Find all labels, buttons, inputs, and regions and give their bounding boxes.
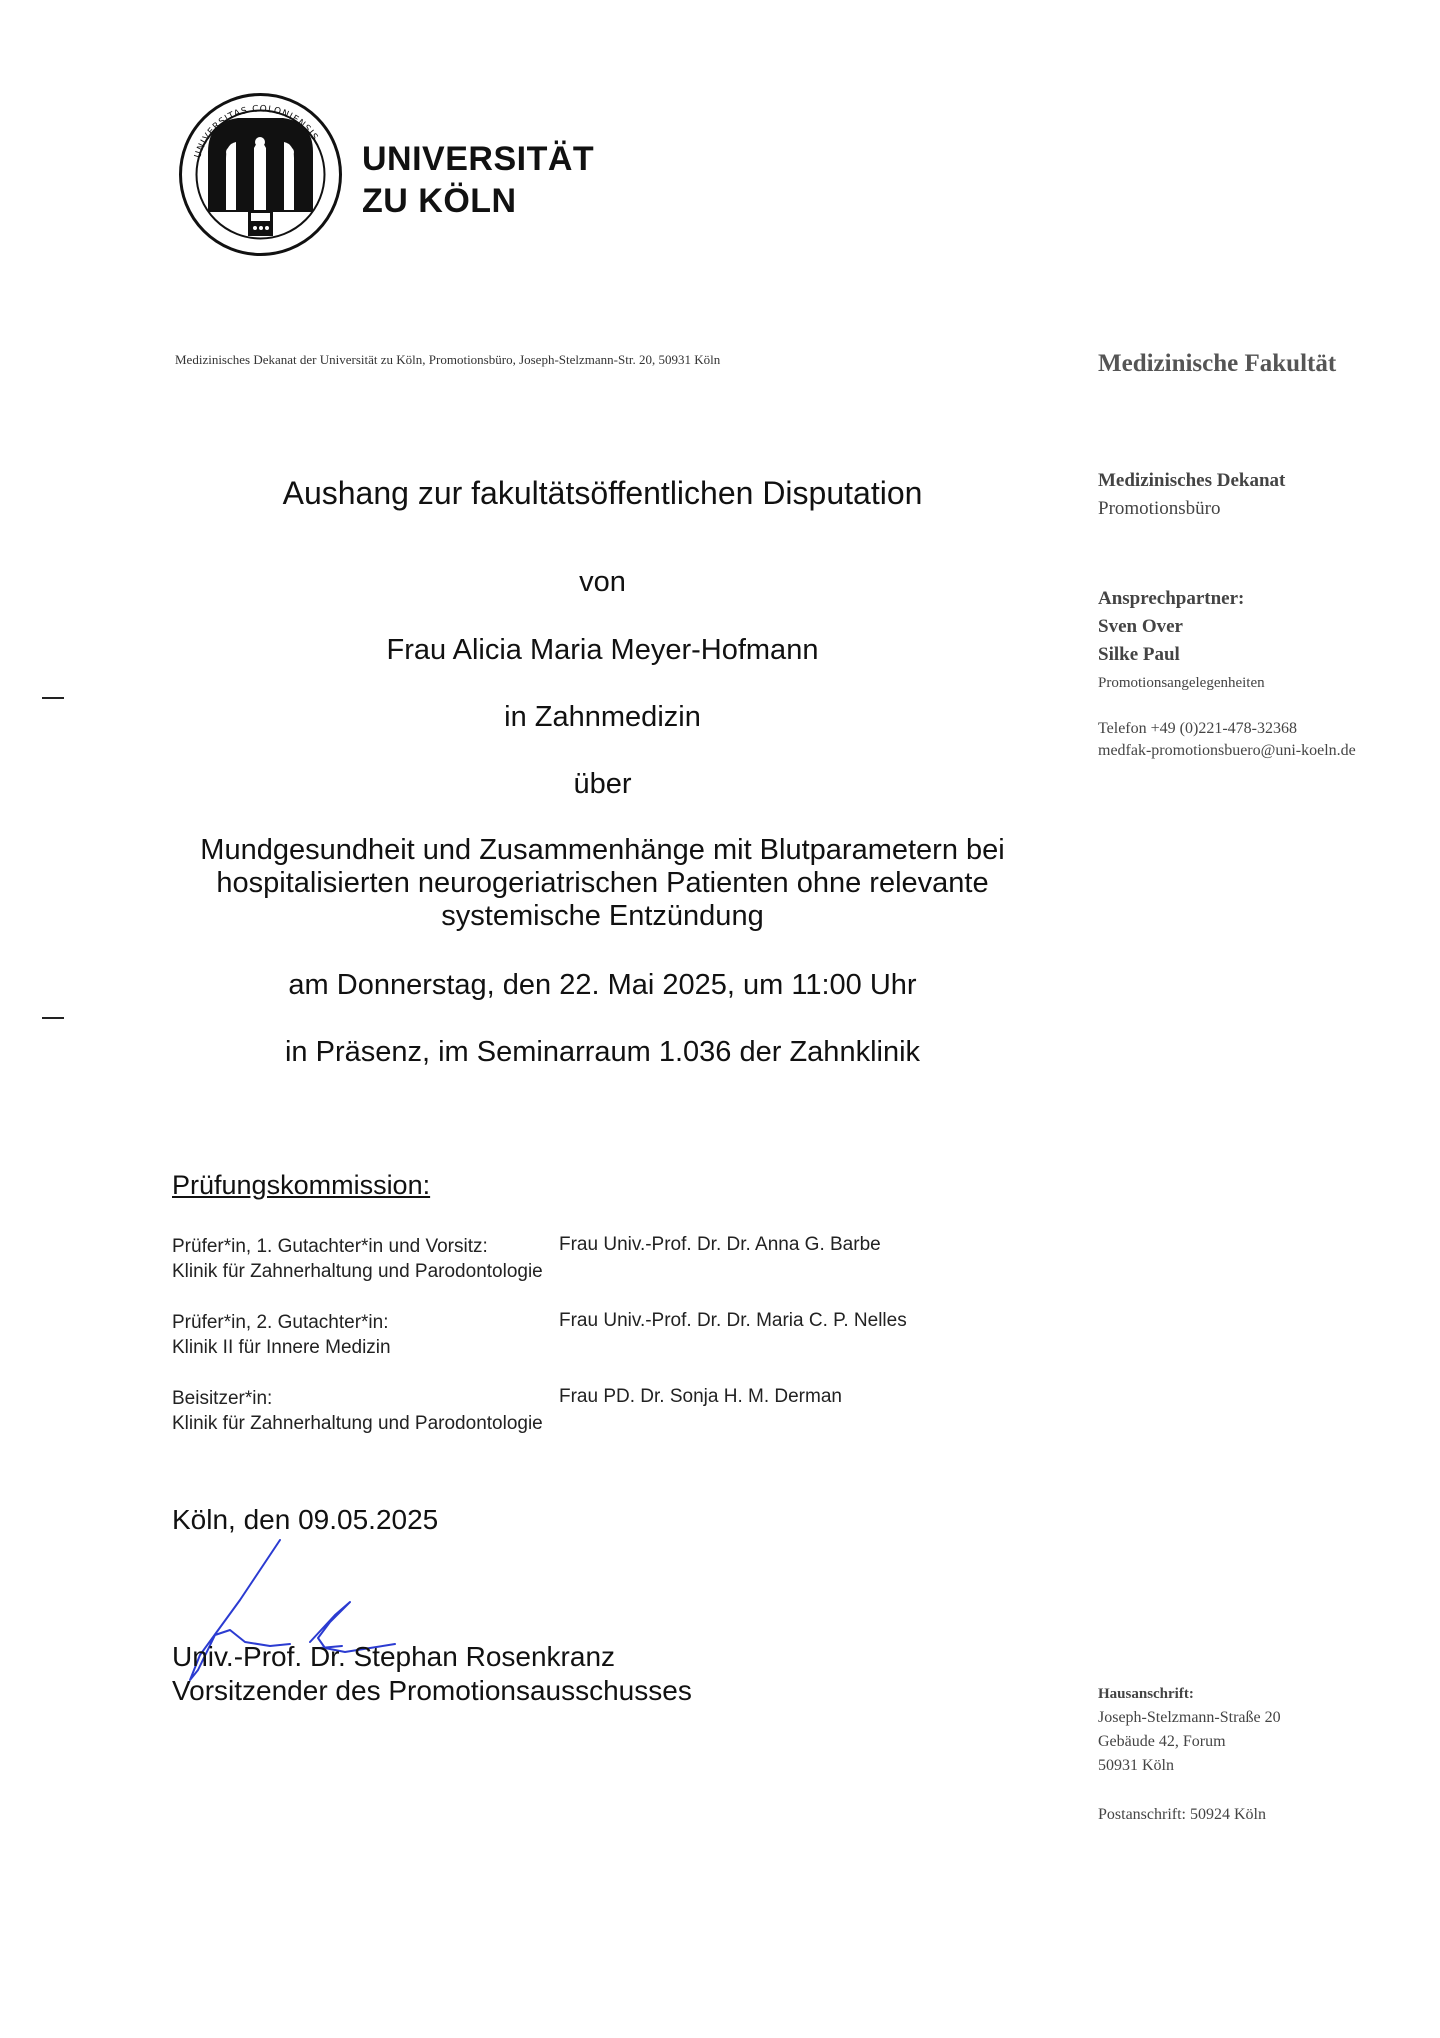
fold-mark-bottom — [42, 1017, 64, 1019]
thesis-title-line-3: systemische Entzündung — [441, 900, 764, 932]
committee-role: Beisitzer*in: — [172, 1388, 273, 1409]
announcement-ueber: über — [573, 768, 632, 800]
committee-clinic: Klinik II für Innere Medizin — [172, 1337, 391, 1358]
committee-member-name: Frau PD. Dr. Sonja H. M. Derman — [559, 1386, 842, 1407]
candidate-name: Frau Alicia Maria Meyer-Hofmann — [386, 634, 819, 666]
committee-role: Prüfer*in, 1. Gutachter*in und Vorsitz: — [172, 1236, 488, 1257]
committee-clinic: Klinik für Zahnerhaltung und Parodontologie — [172, 1261, 543, 1282]
sidebar-faculty: Medizinische Fakultät — [1098, 350, 1337, 377]
candidate-field: in Zahnmedizin — [504, 701, 701, 733]
sidebar-phone-email — [1098, 718, 1356, 762]
committee-title: Prüfungskommission: — [172, 1170, 431, 1200]
committee-member-2 — [172, 1310, 391, 1360]
thesis-title-line-1: Mundgesundheit und Zusammenhänge mit Blutparametern bei — [200, 834, 1005, 866]
committee-member-1 — [172, 1234, 543, 1284]
thesis-title-line-2: hospitalisierten neurogeriatrischen Patienten ohne relevante — [216, 867, 989, 899]
disputation-venue: in Präsenz, im Seminarraum 1.036 der Zahnklinik — [284, 1036, 921, 1068]
sidebar-postal: Postanschrift: 50924 Köln — [1098, 1806, 1266, 1823]
seal-text: UNIVERSITAS COLONIENSIS — [193, 104, 320, 160]
signer-name: Univ.-Prof. Dr. Stephan Rosenkranz — [172, 1641, 616, 1672]
sidebar-address-city: 50931 Köln — [1098, 1757, 1174, 1774]
sidebar-phone: Telefon +49 (0)221-478-32368 — [1098, 720, 1297, 737]
announcement-heading: Aushang zur fakultätsöffentlichen Disputation — [282, 475, 923, 511]
sidebar-dekanat-name: Medizinisches Dekanat — [1098, 470, 1286, 491]
sidebar-contact-role: Promotionsangelegenheiten — [1098, 675, 1265, 691]
committee-member-name: Frau Univ.-Prof. Dr. Dr. Anna G. Barbe — [559, 1234, 881, 1255]
university-seal-logo — [178, 92, 343, 257]
committee-member-name: Frau Univ.-Prof. Dr. Dr. Maria C. P. Nelles — [559, 1310, 907, 1331]
announcement-von: von — [579, 566, 626, 598]
committee-role: Prüfer*in, 2. Gutachter*in: — [172, 1312, 389, 1333]
sidebar-contact-label: Ansprechpartner: — [1098, 588, 1245, 609]
sidebar-address-label: Hausanschrift: — [1098, 1686, 1194, 1702]
fold-mark-top — [42, 697, 64, 699]
sidebar-contact-2: Silke Paul — [1098, 644, 1180, 665]
sidebar-email[interactable]: medfak-promotionsbuero@uni-koeln.de — [1098, 742, 1356, 759]
sidebar-office: Promotionsbüro — [1098, 498, 1221, 519]
committee-member-3 — [172, 1386, 543, 1436]
sender-address-line: Medizinisches Dekanat der Universität zu Köln, Promotionsbüro, Joseph-Stelzmann-Str. 20, 50931 Köln — [175, 352, 721, 367]
sidebar-address — [1098, 1682, 1281, 1778]
signer-title: Vorsitzender des Promotionsausschusses — [172, 1675, 692, 1706]
wordmark-line-1: UNIVERSITÄT — [362, 140, 595, 178]
place-and-date: Köln, den 09.05.2025 — [172, 1504, 439, 1535]
sidebar-contacts — [1098, 585, 1265, 697]
university-wordmark — [362, 138, 594, 222]
sidebar-dekanat — [1098, 467, 1285, 523]
committee-clinic: Klinik für Zahnerhaltung und Parodontologie — [172, 1413, 543, 1434]
disputation-date: am Donnerstag, den 22. Mai 2025, um 11:00 Uhr — [288, 969, 917, 1001]
sidebar-address-street: Joseph-Stelzmann-Straße 20 — [1098, 1709, 1281, 1726]
thesis-title — [175, 834, 1030, 933]
signer-block — [172, 1640, 692, 1708]
sidebar-contact-1: Sven Over — [1098, 616, 1183, 637]
wordmark-line-2: ZU KÖLN — [362, 182, 517, 220]
sidebar-address-building: Gebäude 42, Forum — [1098, 1733, 1226, 1750]
